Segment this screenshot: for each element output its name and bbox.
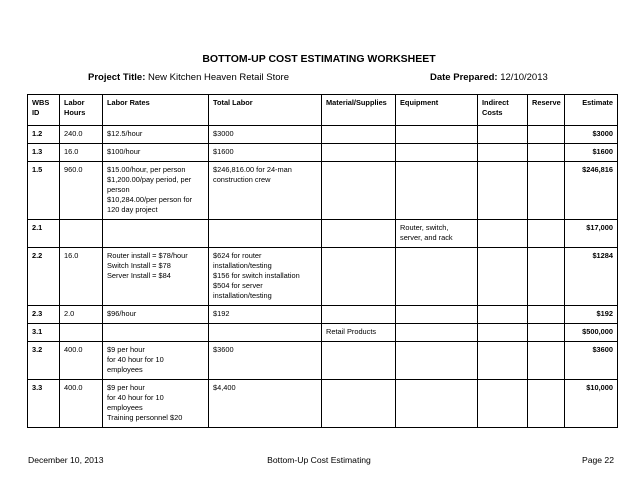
cell-line: Router install = $78/hour (107, 251, 188, 260)
cell-reserve (528, 248, 565, 306)
table-row (28, 220, 618, 248)
cell-labor-rates (103, 126, 209, 144)
cell-estimate: $1600 (565, 144, 618, 162)
cell-estimate: $192 (565, 306, 618, 324)
cell-line: installation/testing (213, 261, 272, 270)
cell-line: 120 day project (107, 205, 158, 214)
cell-line: $504 for server (213, 281, 263, 290)
cell-labor-hours: 400.0 (60, 380, 103, 428)
cell-material-supplies (322, 306, 396, 324)
cell-equipment (396, 220, 478, 248)
cell-line: $12.5/hour (107, 129, 143, 138)
cell-reserve (528, 380, 565, 428)
date-prepared-value: 12/10/2013 (500, 72, 548, 83)
cell-line: Server Install = $84 (107, 271, 171, 280)
cell-total-labor (209, 220, 322, 248)
cell-line: installation/testing (213, 291, 272, 300)
cell-line: Training personnel $20 (107, 413, 183, 422)
cell-line: $624 for router (213, 251, 262, 260)
cell-equipment (396, 126, 478, 144)
cell-line: $3000 (213, 129, 234, 138)
cell-indirect-costs (478, 220, 528, 248)
cell-total-labor (209, 248, 322, 306)
cell-wbs-id: 1.3 (28, 144, 60, 162)
worksheet-title: BOTTOM-UP COST ESTIMATING WORKSHEET (202, 53, 436, 65)
table-body (28, 126, 618, 428)
cell-estimate: $246,816 (565, 162, 618, 220)
cell-line: Router, switch, (400, 223, 449, 232)
cell-reserve (528, 144, 565, 162)
cell-material-supplies: Retail Products (322, 324, 396, 342)
cell-equipment (396, 162, 478, 220)
cost-estimating-table (27, 94, 618, 428)
col-header-material-supplies: Material/Supplies (322, 95, 396, 126)
cell-total-labor (209, 126, 322, 144)
cell-line: employees (107, 403, 143, 412)
cell-equipment (396, 144, 478, 162)
cell-indirect-costs (478, 306, 528, 324)
cell-material-supplies (322, 220, 396, 248)
table-row (28, 162, 618, 220)
cell-equipment (396, 248, 478, 306)
col-header-total-labor: Total Labor (209, 95, 322, 126)
cell-labor-hours: 400.0 (60, 342, 103, 380)
table-header-row (28, 95, 618, 126)
project-title-value: New Kitchen Heaven Retail Store (148, 72, 290, 83)
table-row (28, 342, 618, 380)
cell-line: $1,200.00/pay period, per (107, 175, 192, 184)
cell-line: $100/hour (107, 147, 141, 156)
col-header-reserve: Reserve (528, 95, 565, 126)
table-row (28, 306, 618, 324)
col-header-indirect-costs: Indirect Costs (478, 95, 528, 126)
cell-total-labor (209, 144, 322, 162)
cell-wbs-id: 2.2 (28, 248, 60, 306)
cell-indirect-costs (478, 324, 528, 342)
cell-labor-rates (103, 342, 209, 380)
cell-indirect-costs (478, 144, 528, 162)
cell-line: $192 (213, 309, 230, 318)
cell-line: $3600 (213, 345, 234, 354)
cell-material-supplies (322, 126, 396, 144)
table-row (28, 380, 618, 428)
cell-line: $96/hour (107, 309, 137, 318)
cell-material-supplies (322, 144, 396, 162)
cell-wbs-id: 2.1 (28, 220, 60, 248)
project-title-label: Project Title: (88, 72, 146, 83)
table-row (28, 248, 618, 306)
cell-labor-rates (103, 324, 209, 342)
cell-indirect-costs (478, 342, 528, 380)
table-row (28, 324, 618, 342)
cell-line: $9 per hour (107, 383, 145, 392)
cell-labor-rates (103, 144, 209, 162)
cell-wbs-id: 3.2 (28, 342, 60, 380)
table-row (28, 144, 618, 162)
cell-indirect-costs (478, 162, 528, 220)
cell-estimate: $3600 (565, 342, 618, 380)
date-prepared-label: Date Prepared: (430, 72, 498, 83)
col-header-equipment: Equipment (396, 95, 478, 126)
cell-equipment (396, 306, 478, 324)
footer-title: Bottom-Up Cost Estimating (267, 455, 371, 465)
cell-labor-hours (60, 324, 103, 342)
cell-estimate: $3000 (565, 126, 618, 144)
cell-estimate: $500,000 (565, 324, 618, 342)
cell-labor-hours: 16.0 (60, 144, 103, 162)
cell-reserve (528, 126, 565, 144)
cell-line: for 40 hour for 10 (107, 355, 164, 364)
cell-wbs-id: 3.3 (28, 380, 60, 428)
cell-wbs-id: 1.2 (28, 126, 60, 144)
cell-labor-rates (103, 380, 209, 428)
cell-line: $1600 (213, 147, 234, 156)
cell-labor-rates (103, 306, 209, 324)
cell-total-labor (209, 380, 322, 428)
footer-page-number: Page 22 (581, 455, 614, 465)
cell-total-labor (209, 342, 322, 380)
cell-estimate: $1284 (565, 248, 618, 306)
cell-material-supplies (322, 342, 396, 380)
cell-total-labor (209, 324, 322, 342)
cell-reserve (528, 342, 565, 380)
cell-wbs-id: 2.3 (28, 306, 60, 324)
cell-reserve (528, 324, 565, 342)
project-title (88, 72, 289, 83)
cell-line: $9 per hour (107, 345, 145, 354)
cell-labor-rates (103, 162, 209, 220)
cell-labor-hours: 960.0 (60, 162, 103, 220)
cell-line: employees (107, 365, 143, 374)
date-prepared (430, 72, 548, 83)
cell-labor-hours (60, 220, 103, 248)
col-header-estimate: Estimate (565, 95, 618, 126)
cell-line: person (107, 185, 130, 194)
cell-labor-hours: 16.0 (60, 248, 103, 306)
cell-material-supplies (322, 248, 396, 306)
col-header-labor-rates: Labor Rates (103, 95, 209, 126)
cell-line: server, and rack (400, 233, 453, 242)
cell-wbs-id: 3.1 (28, 324, 60, 342)
cell-equipment (396, 324, 478, 342)
cell-line: for 40 hour for 10 (107, 393, 164, 402)
cell-indirect-costs (478, 380, 528, 428)
cell-total-labor (209, 306, 322, 324)
cell-material-supplies (322, 162, 396, 220)
cell-indirect-costs (478, 126, 528, 144)
cell-wbs-id: 1.5 (28, 162, 60, 220)
cell-reserve (528, 220, 565, 248)
cell-labor-hours: 2.0 (60, 306, 103, 324)
cell-line: $156 for switch installation (213, 271, 300, 280)
cell-line: construction crew (213, 175, 271, 184)
cell-total-labor (209, 162, 322, 220)
cell-line: $15.00/hour, per person (107, 165, 186, 174)
col-header-wbs-id: WBS ID (28, 95, 60, 126)
cell-indirect-costs (478, 248, 528, 306)
cell-equipment (396, 342, 478, 380)
cell-material-supplies (322, 380, 396, 428)
cell-line: $10,284.00/per person for (107, 195, 193, 204)
cell-line: $246,816.00 for 24-man (213, 165, 292, 174)
cell-equipment (396, 380, 478, 428)
cell-reserve (528, 306, 565, 324)
table-row (28, 126, 618, 144)
cell-line: Switch Install = $78 (107, 261, 171, 270)
footer-date: December 10, 2013 (28, 455, 104, 465)
cell-labor-hours: 240.0 (60, 126, 103, 144)
cell-reserve (528, 162, 565, 220)
cell-estimate: $17,000 (565, 220, 618, 248)
cell-estimate: $10,000 (565, 380, 618, 428)
cell-labor-rates (103, 220, 209, 248)
col-header-labor-hours: Labor Hours (60, 95, 103, 126)
cell-labor-rates (103, 248, 209, 306)
cell-line: $4,400 (213, 383, 236, 392)
